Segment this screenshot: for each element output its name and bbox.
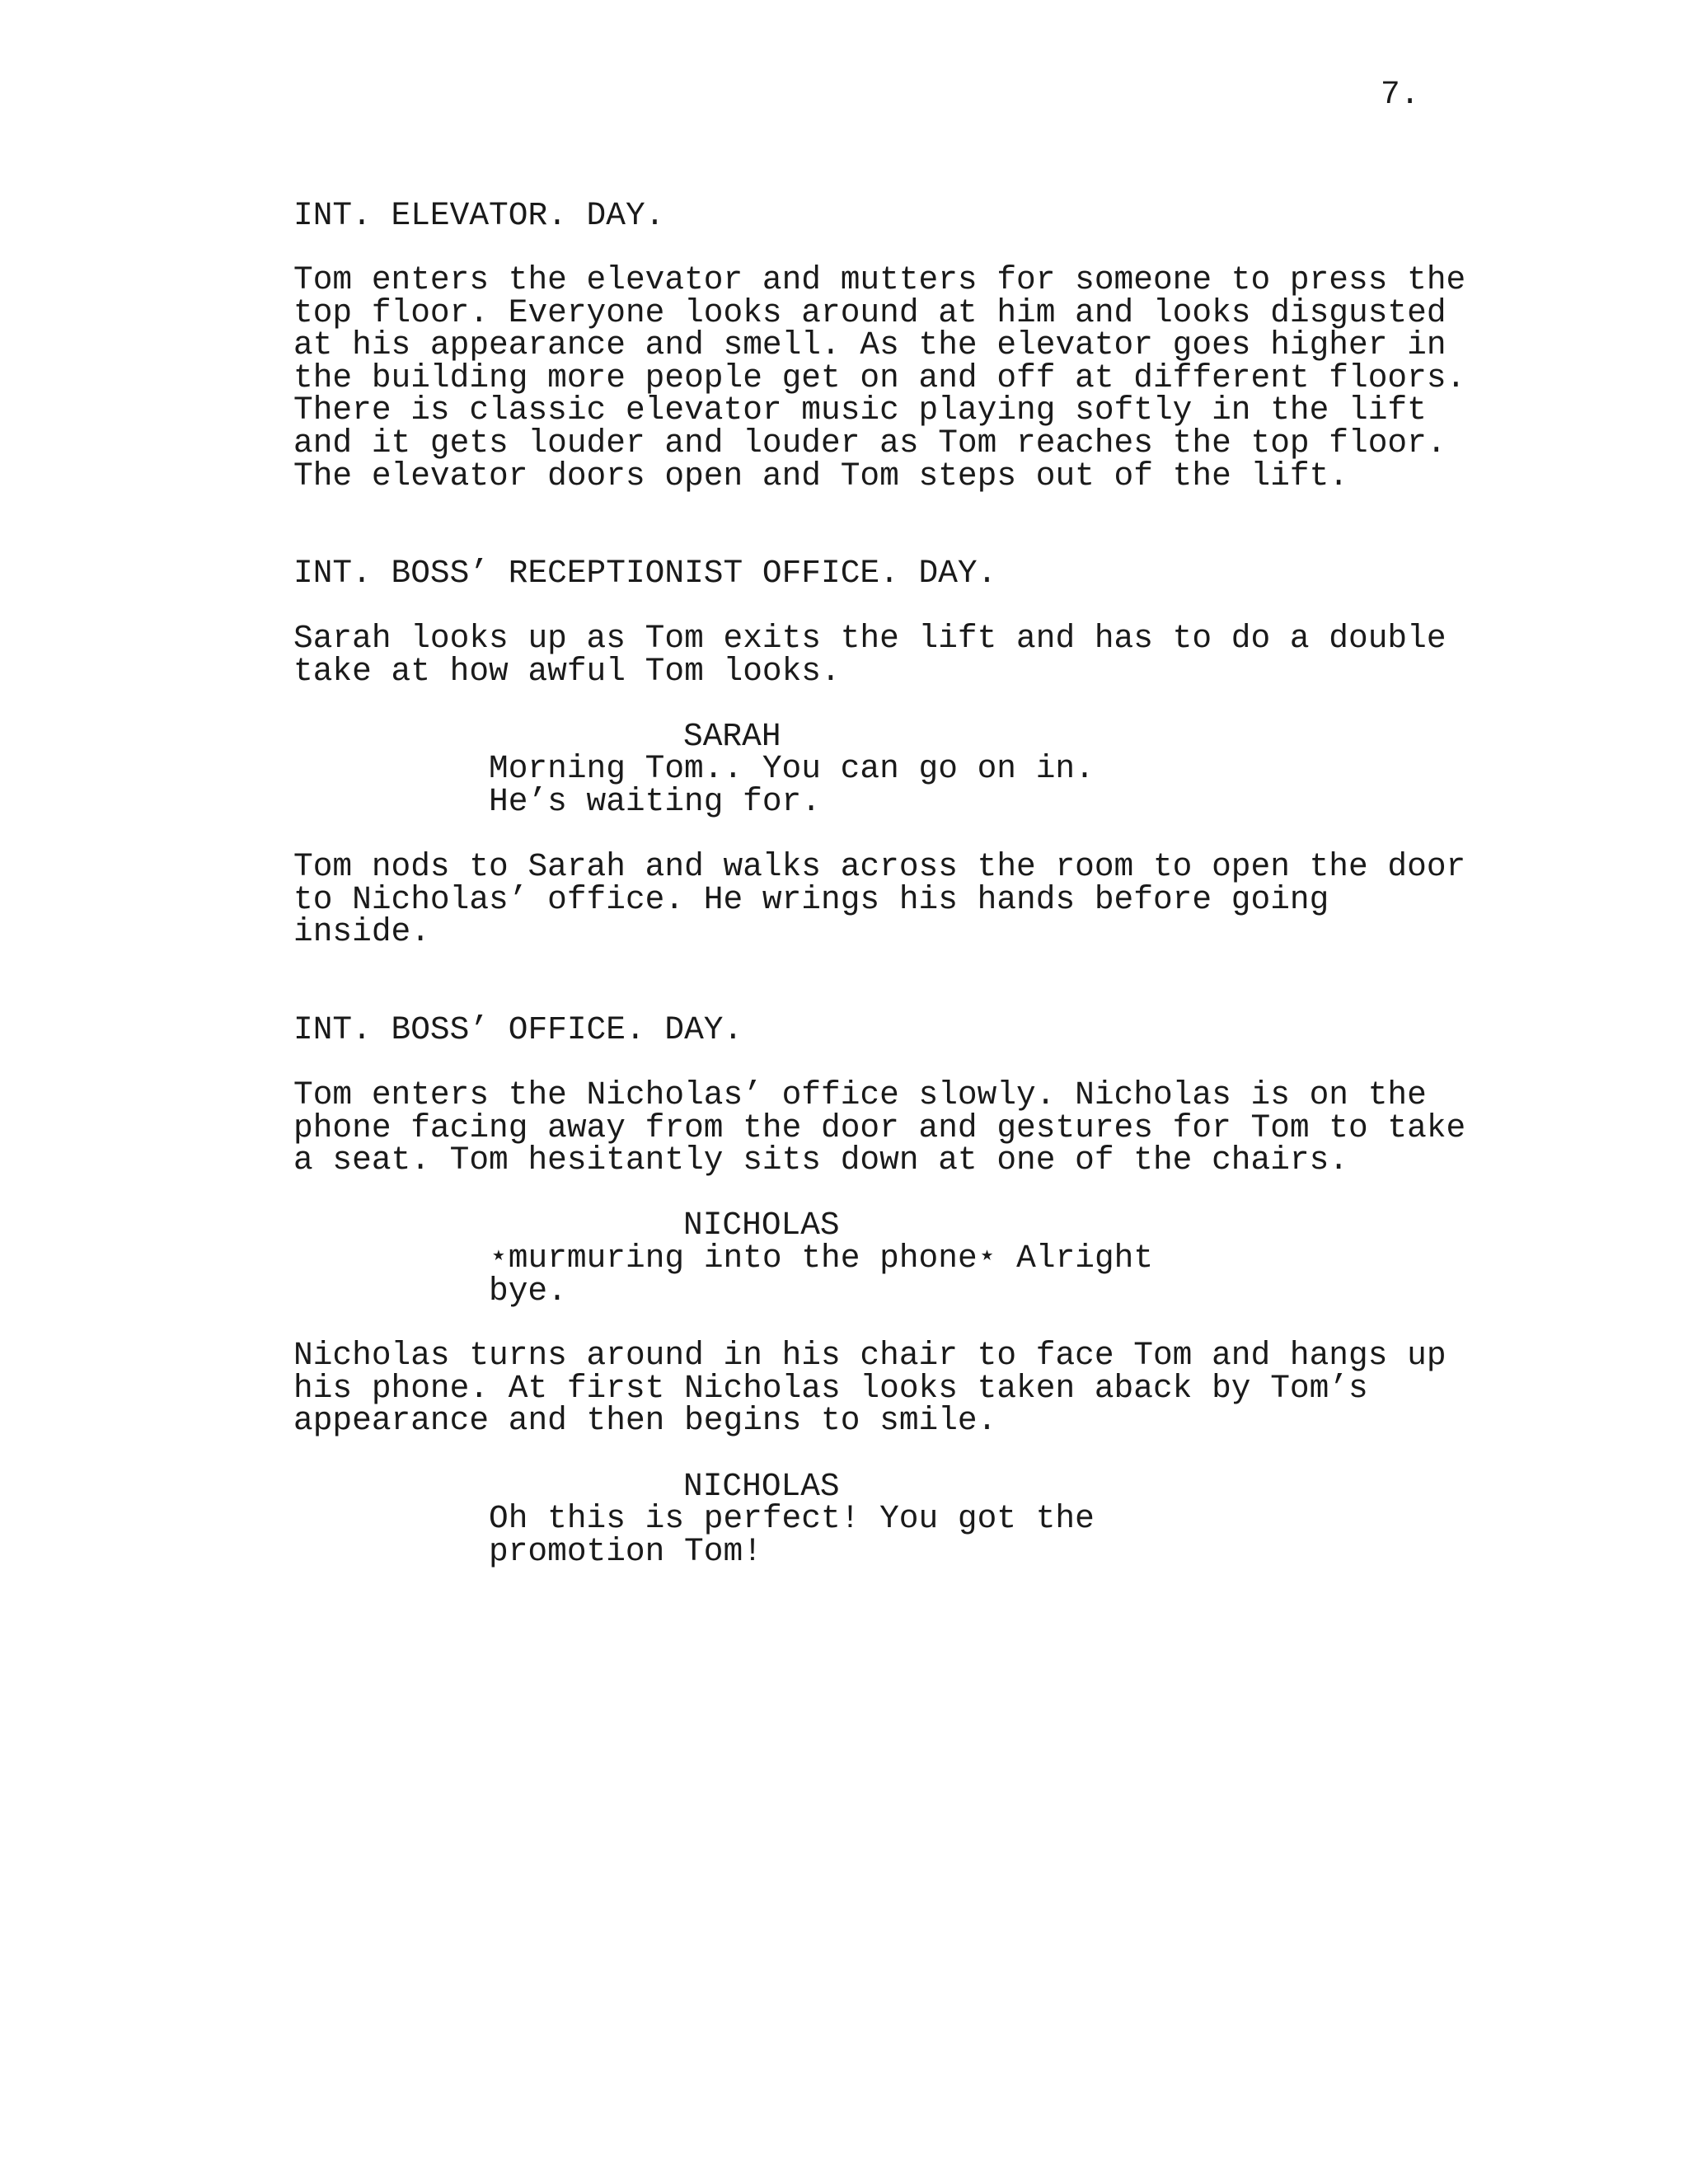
dialogue-sarah: Morning Tom.. You can go on in. He’s waiting for. [489, 750, 1095, 820]
page-number: 7. [1381, 76, 1420, 113]
dialogue-nicholas-1: ⋆murmuring into the phone⋆ Alright bye. [489, 1240, 1154, 1310]
action-elevator: Tom enters the elevator and mutters for someone to press the top floor. Everyone looks around at him and looks disgusted at his appearance and smell. As the elevator goes higher in the building more people get on and off at different floors. There is classic elevator music playing softly in the lift and it gets louder and louder as Tom reaches the top floor. The elevator doors open and Tom steps out of the lift. [293, 261, 1466, 494]
action-receptionist-2: Tom nods to Sarah and walks across the room to open the door to Nicholas’ office. He wrings his hands before going inside. [293, 848, 1466, 951]
scene-heading-receptionist-office: INT. BOSS’ RECEPTIONIST OFFICE. DAY. [293, 555, 997, 592]
action-receptionist-1: Sarah looks up as Tom exits the lift and has to do a double take at how awful Tom looks. [293, 620, 1447, 690]
character-name-nicholas-2: NICHOLAS [683, 1468, 840, 1505]
scene-heading-boss-office: INT. BOSS’ OFFICE. DAY. [293, 1011, 743, 1048]
character-name-nicholas-1: NICHOLAS [683, 1207, 840, 1244]
action-boss-office-2: Nicholas turns around in his chair to face Tom and hangs up his phone. At first Nicholas looks taken aback by Tom’s appearance and then begins to smile. [293, 1337, 1447, 1440]
scene-heading-elevator: INT. ELEVATOR. DAY. [293, 197, 665, 234]
action-boss-office-1: Tom enters the Nicholas’ office slowly. Nicholas is on the phone facing away from the door and gestures for Tom to take a seat. Tom hesitantly sits down at one of the chairs. [293, 1076, 1466, 1179]
character-name-sarah: SARAH [683, 718, 781, 755]
dialogue-nicholas-2: Oh this is perfect! You got the promotion Tom! [489, 1500, 1095, 1570]
